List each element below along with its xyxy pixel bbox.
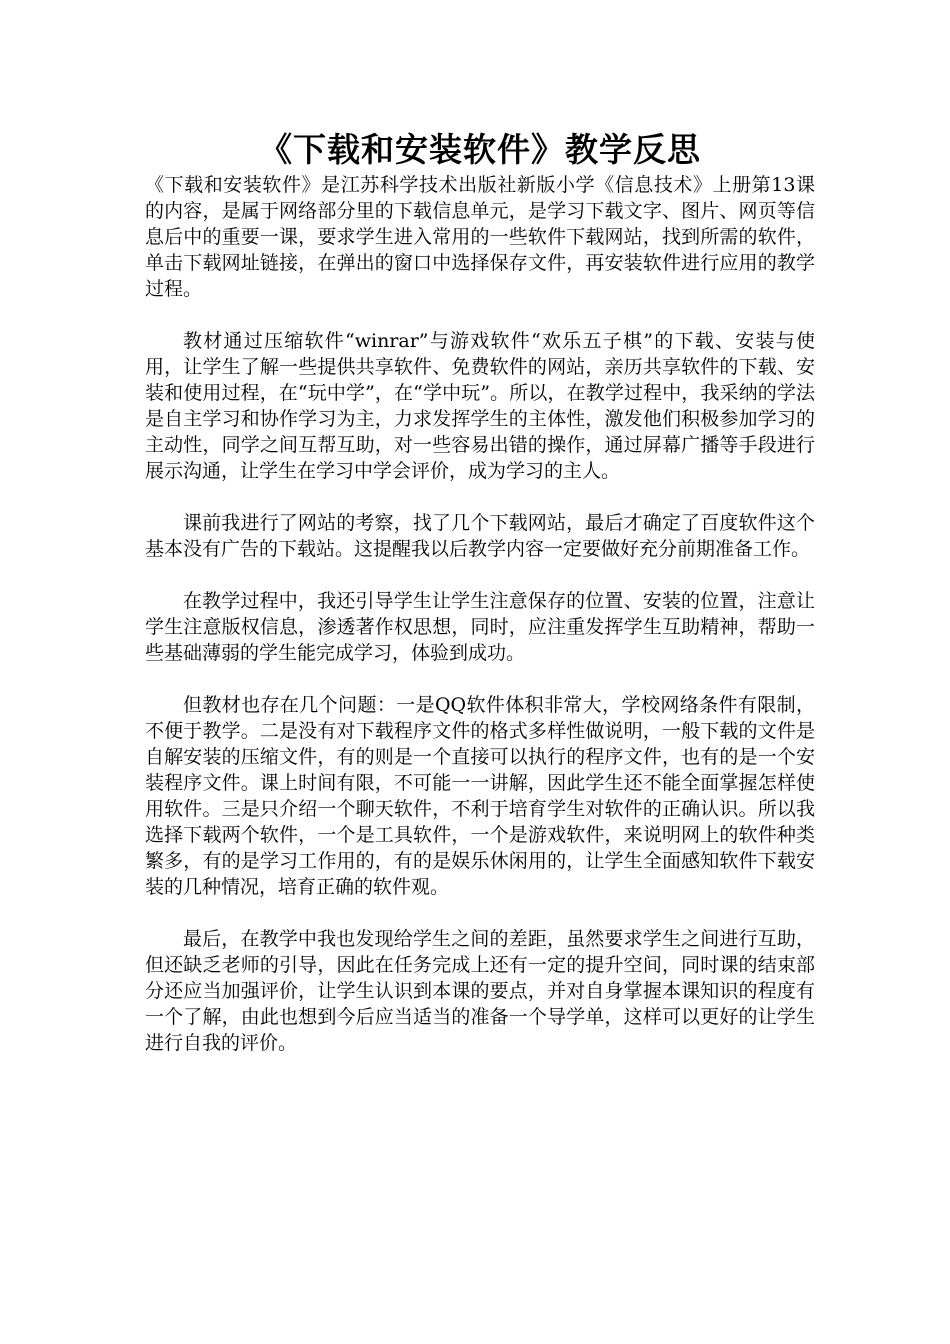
paragraph-materials: 教材通过压缩软件“winrar”与游戏软件“欢乐五子棋”的下载、安装与使用，让学生了解一些提供共享软件、免费软件的网站，亲历共享软件的下载、安装和使用过程，在“玩中学”，在“学中玩”。所以，在教学过程中，我采纳的学法是自主学习和协作学习为主，力求发挥学生的主体性，激发他们积极参加学习的主动性，同学之间互帮互助，对一些容易出错的操作，通过屏幕广播等手段进行展示沟通，让学生在学习中学会评价，成为学习的主人。	[145, 330, 815, 482]
paragraph-intro: 《下载和安装软件》是江苏科学技术出版社新版小学《信息技术》上册第13课的内容，是属于网络部分里的下载信息单元，是学习下载文字、图片、网页等信息后中的重要一课，要求学生进入常用的一些软件下载网站，找到所需的软件，单击下载网址链接，在弹出的窗口中选择保存文件，再安装软件进行应用的教学过程。	[145, 174, 815, 300]
paragraph-problems: 但教材也存在几个问题：一是QQ软件体积非常大，学校网络条件有限制，不便于教学。二是没有对下载程序文件的格式多样性做说明，一般下载的文件是自解安装的压缩文件，有的则是一个直接可以执行的程序文件，也有的是一个安装程序文件。课上时间有限，不可能一一讲解，因此学生还不能全面掌握怎样使用软件。三是只介绍一个聊天软件，不利于培育学生对软件的正确认识。所以我选择下载两个软件，一个是工具软件，一个是游戏软件，来说明网上的软件种类繁多，有的是学习工作用的，有的是娱乐休闲用的，让学生全面感知软件下载安装的几种情况，培育正确的软件观。	[145, 694, 815, 898]
paragraph-guidance: 在教学过程中，我还引导学生让学生注意保存的位置、安装的位置，注意让学生注意版权信息，渗透著作权思想，同时，应注重发挥学生互助精神，帮助一些基础薄弱的学生能完成学习，体验到成功。	[145, 590, 815, 664]
document-page	[145, 128, 815, 1082]
paragraph-preparation: 课前我进行了网站的考察，找了几个下载网站，最后才确定了百度软件这个基本没有广告的下载站。这提醒我以后教学内容一定要做好充分前期准备工作。	[145, 512, 815, 560]
document-title: 《下载和安装软件》教学反思	[259, 130, 701, 169]
paragraph-conclusion: 最后，在教学中我也发现给学生之间的差距，虽然要求学生之间进行互助，但还缺乏老师的引导，因此在任务完成上还有一定的提升空间，同时课的结束部分还应当加强评价，让学生认识到本课的要点，并对自身掌握本课知识的程度有一个了解，由此也想到今后应当适当的准备一个导学单，这样可以更好的让学生进行自我的评价。	[145, 928, 815, 1054]
